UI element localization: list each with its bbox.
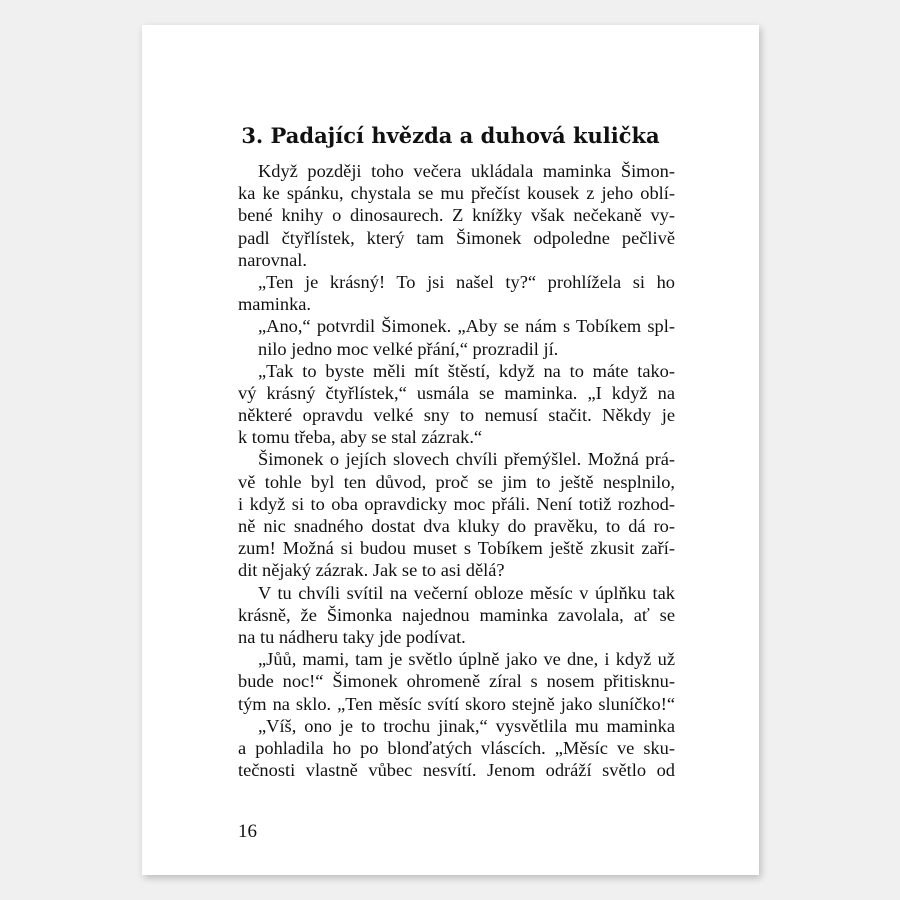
text-line: „Ano,“ potvrdil Šimonek. „Aby se nám s Tobíkem spl- [258, 316, 675, 337]
text-line: maminka. [238, 294, 312, 315]
text-line: Šimonek o jejích slovech chvíli přemýšlel. Možná prá- [258, 449, 675, 470]
text-line: vě tohle byl ten důvod, proč se jim to ještě nesplnilo, [238, 471, 675, 492]
text-line: bené knihy o dinosaurech. Z knížky však nečekaně vy- [238, 205, 675, 226]
text-line: padl čtyřlístek, který tam Šimonek odpoledne pečlivě [238, 227, 675, 248]
text-line: narovnal. [238, 249, 307, 270]
text-line: k tomu třeba, aby se stal zázrak.“ [238, 427, 483, 448]
text-line: zum! Možná si budou muset s Tobíkem ještě zkusit zaří- [238, 538, 675, 559]
text-line: na tu nádheru taky jde podívat. [238, 626, 466, 647]
text-line: „Jůů, mami, tam je světlo úplně jako ve dne, i když už [258, 649, 675, 670]
text-line: a pohladila ho po blonďatých vláscích. „Měsíc ve sku- [238, 737, 675, 758]
chapter-title: 3. Padající hvězda a duhová kulička [241, 123, 660, 148]
text-line: bude noc!“ Šimonek ohromeně zíral s nosem přitisknu- [238, 671, 675, 692]
text-line: tečnosti vlastně vůbec nesvítí. Jenom odráží světlo od [238, 760, 675, 781]
text-line: V tu chvíli svítil na večerní obloze měsíc v úplňku tak [258, 582, 675, 603]
page-number: 16 [238, 821, 257, 842]
book-page [142, 25, 759, 875]
text-line: i když si to oba opravdicky moc přáli. Není totiž rozhod- [238, 493, 675, 514]
text-line: některé opravdu velké sny to nemusí stačit. Někdy je [238, 405, 675, 426]
text-line: Když později toho večera ukládala maminka Šimon- [258, 161, 675, 181]
text-line: krásně, že Šimonka najednou maminka zavolala, ať se [238, 604, 675, 625]
text-line: „Víš, ono je to trochu jinak,“ vysvětlila mu maminka [258, 715, 675, 736]
text-line: nilo jedno moc velké přání,“ prozradil jí. [258, 338, 559, 359]
text-line: dit nějaký zázrak. Jak se to asi dělá? [238, 560, 505, 581]
text-line: ně nic snadného dostat dva kluky do pravěku, to dá ro- [238, 516, 675, 536]
body-text [238, 160, 675, 781]
text-line: „Ten je krásný! To jsi našel ty?“ prohlížela si ho [258, 271, 675, 292]
text-line: „Tak to byste měli mít štěstí, když na to máte tako- [258, 360, 675, 381]
text-line: vý krásný čtyřlístek,“ usmála se maminka. „I když na [238, 382, 675, 403]
text-line: ka ke spánku, chystala se mu přečíst kousek z jeho oblí- [238, 183, 675, 204]
text-line: tým na sklo. „Ten měsíc svítí skoro stejně jako sluníčko!“ [238, 693, 675, 714]
